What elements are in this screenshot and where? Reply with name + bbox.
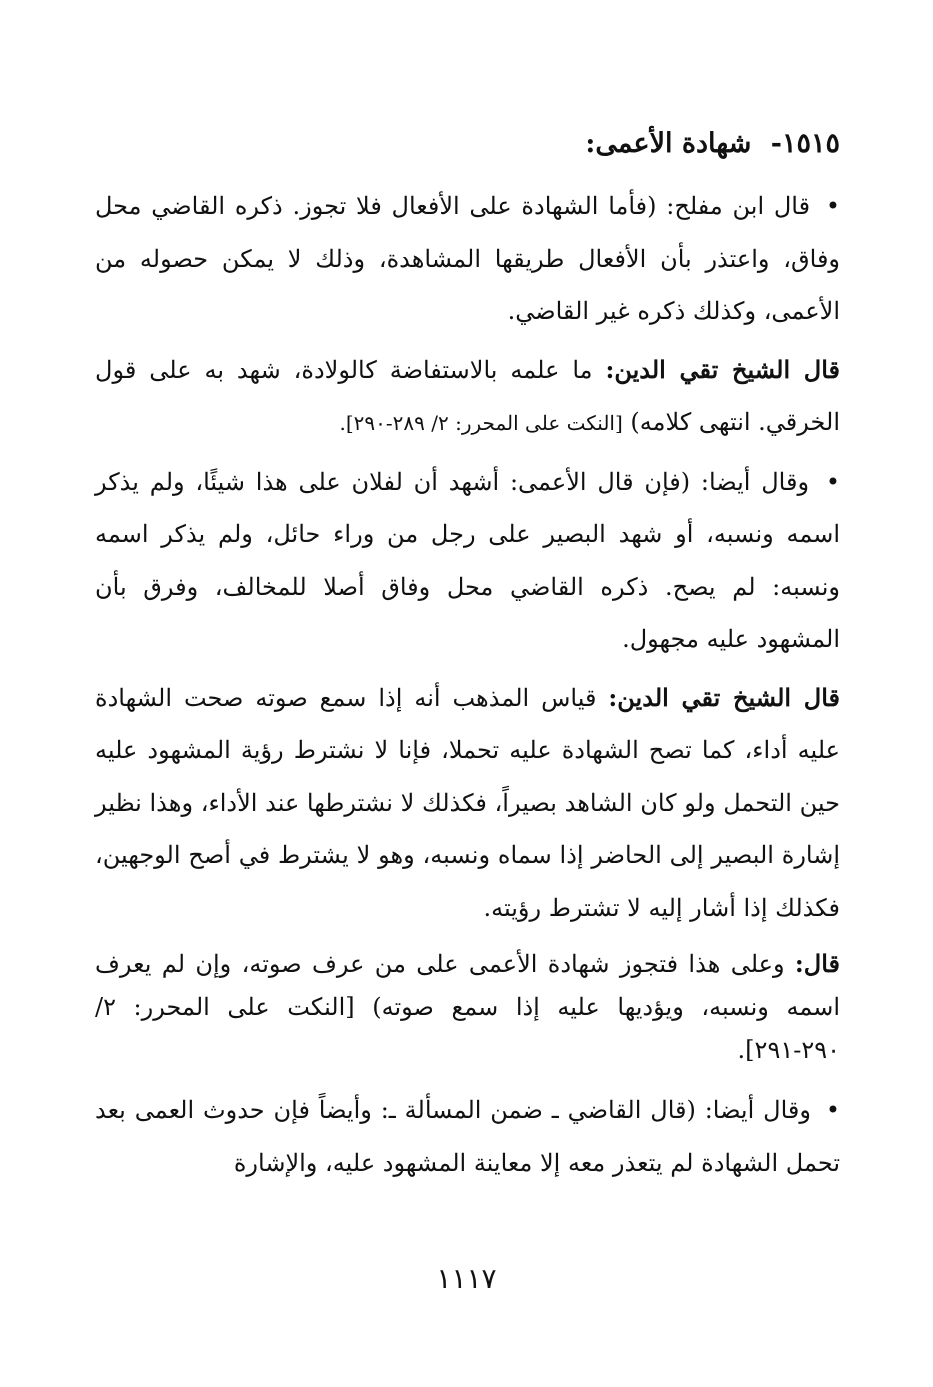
paragraph-text: وقال أيضا: (قال القاضي ـ ضمن المسألة ـ: وأيضاً فإن حدوث العمى بعد تحمل الشهادة لم يتعذر معه إلا معاينة المشهود عليه، والإشارة — [95, 1096, 840, 1177]
section-number: ١٥١٥- — [770, 128, 840, 159]
page-number: ١١١٧ — [436, 1262, 497, 1295]
bullet-marker: • — [825, 467, 840, 496]
section-heading — [95, 118, 840, 170]
speaker-label: قال: — [794, 949, 840, 978]
citation: [النكت على المحرر: ٢/ ٢٨٩-٢٩٠]. — [339, 411, 623, 435]
paragraph-3 — [95, 456, 840, 666]
paragraph-text: وقال أيضا: (فإن قال الأعمى: أشهد أن لفلان على هذا شيئًا، ولم يذكر اسمه ونسبه، أو شهد البصير على رجل من وراء حائل، ولم يذكر اسمه ونسبه: لم يصح. ذكره القاضي محل وفاق أصلا للمخالف، وفرق بأن المشهود عليه مجهول. — [95, 467, 840, 653]
paragraph-6 — [95, 1084, 840, 1189]
bullet-marker: • — [825, 192, 840, 220]
paragraph-text: ما علمه بالاستفاضة كالولادة، شهد به على قول الخرقي. انتهى كلامه) — [95, 355, 840, 436]
speaker-label: قال الشيخ تقي الدين: — [608, 682, 840, 712]
paragraph-1 — [95, 180, 840, 338]
section-title: شهادة الأعمى: — [585, 128, 752, 159]
bullet-marker: • — [825, 1096, 840, 1124]
speaker-label: قال الشيخ تقي الدين: — [605, 354, 841, 384]
paragraph-5 — [95, 942, 840, 1072]
paragraph-4 — [95, 672, 840, 935]
paragraph-text: قال ابن مفلح: (فأما الشهادة على الأفعال فلا تجوز. ذكره القاضي محل وفاق، واعتذر بأن الأفعال طريقها المشاهدة، وذلك لا يمكن حصوله من الأعمى، وكذلك ذكره غير القاضي. — [95, 192, 840, 325]
paragraph-text: وعلى هذا فتجوز شهادة الأعمى على من عرف صوته، وإن لم يعرف اسمه ونسبه، ويؤديها عليه إذا سمع صوته) [النكت على المحرر: ٢/ ٢٩٠-٢٩١]. — [95, 950, 840, 1064]
page-body — [95, 118, 840, 1195]
paragraph-2 — [95, 344, 840, 450]
paragraph-text: قياس المذهب أنه إذا سمع صوته صحت الشهادة عليه أداء، كما تصح الشهادة عليه تحملا، فإنا لا نشترط رؤية المشهود عليه حين التحمل ولو كان الشاهد بصيراً، فكذلك لا نشترطها عند الأداء، وهذا نظير إشارة البصير إلى الحاضر إذا سماه ونسبه، وهو لا يشترط في أصح الوجهين، فكذلك إذا أشار إليه لا تشترط رؤيته. — [95, 683, 840, 922]
